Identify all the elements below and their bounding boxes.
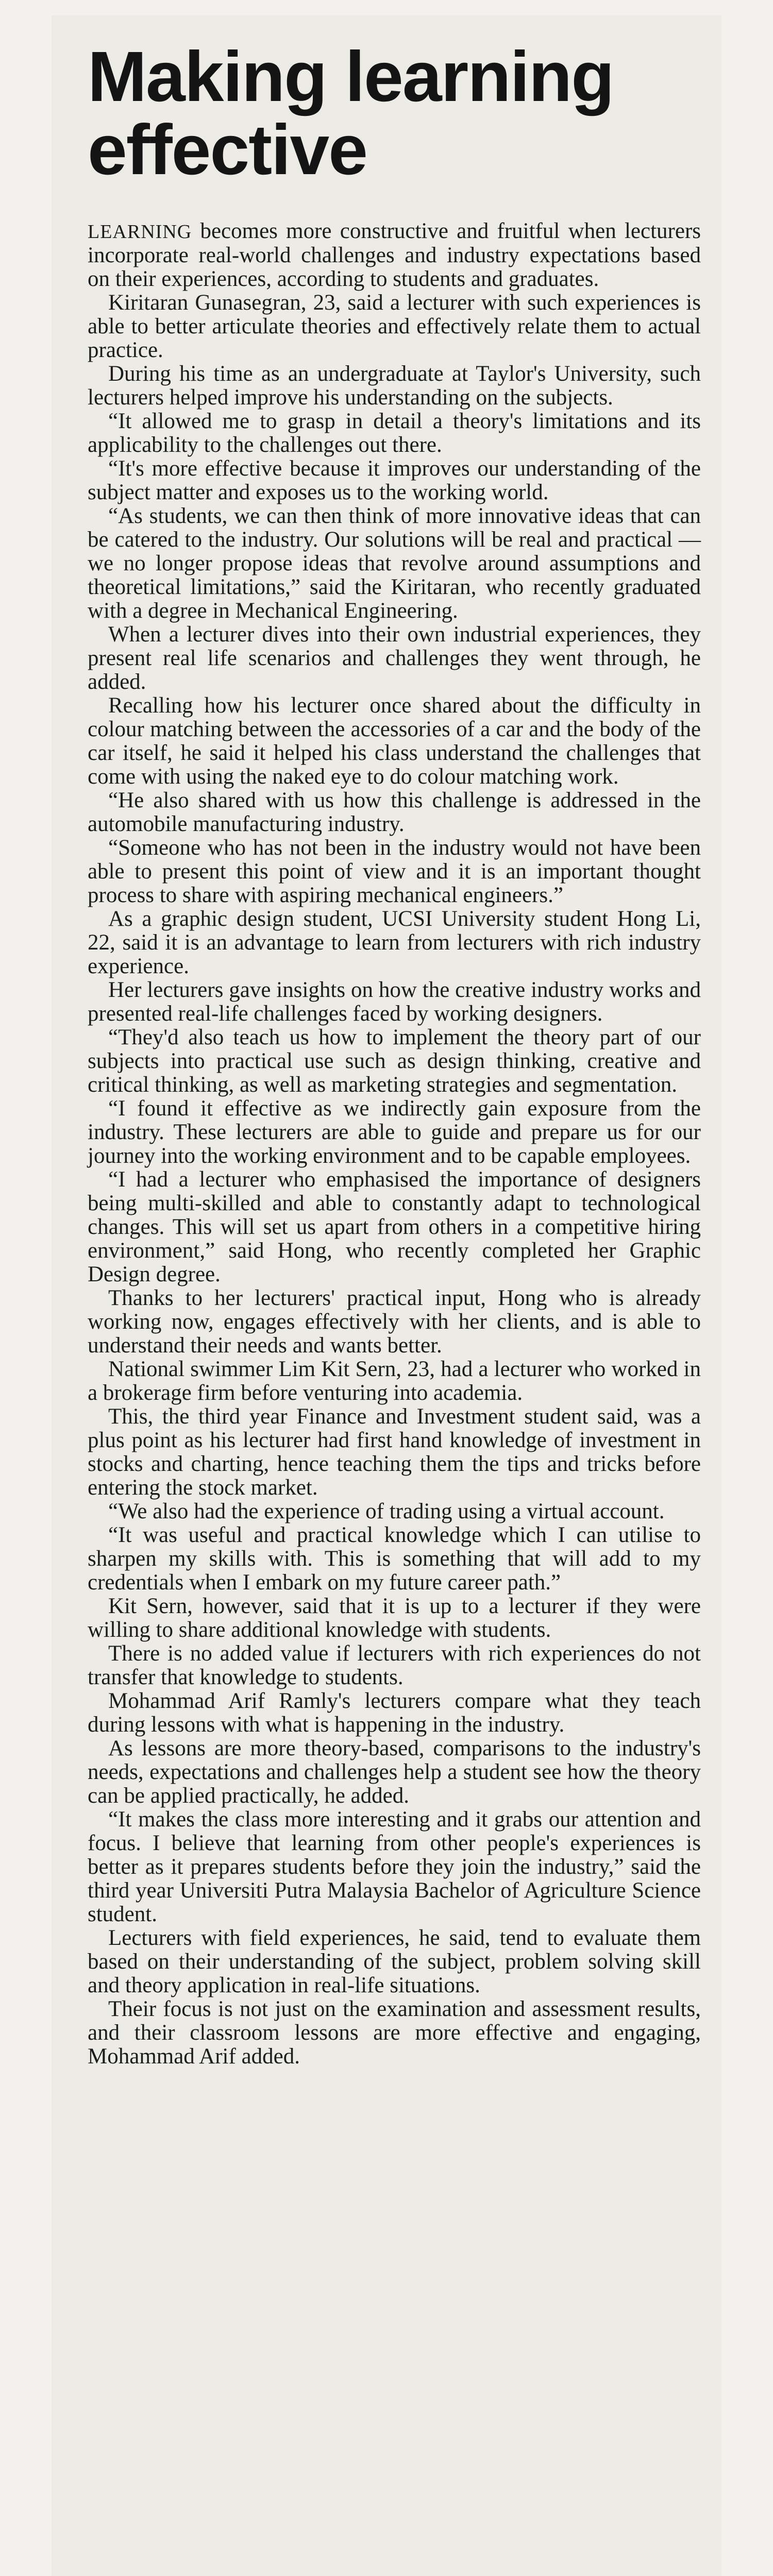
paragraph: Kiritaran Gunasegran, 23, said a lecturer with such experiences is able to better articulate theories and effectively relate them to actual practice. <box>88 291 701 362</box>
paragraph: Mohammad Arif Ramly's lecturers compare what they teach during lessons with what is happening in the industry. <box>88 1689 701 1737</box>
paragraph: “I had a lecturer who emphasised the importance of designers being multi-skilled and able to constantly adapt to technological changes. This will set us apart from others in a competitive hiring environment,” said Hong, who recently completed her Graphic Design degree. <box>88 1167 701 1286</box>
paragraph: “Someone who has not been in the industry would not have been able to present this point of view and it is an important thought process to share with aspiring mechanical engineers.” <box>88 836 701 907</box>
paragraph: As a graphic design student, UCSI University student Hong Li, 22, said it is an advantage to learn from lecturers with rich industry experience. <box>88 907 701 978</box>
paragraph: National swimmer Lim Kit Sern, 23, had a lecturer who worked in a brokerage firm before venturing into academia. <box>88 1357 701 1405</box>
paragraph: “It allowed me to grasp in detail a theory's limitations and its applicability to the challenges out there. <box>88 409 701 457</box>
lead-word: LEARNING <box>88 221 192 243</box>
paragraph: This, the third year Finance and Investment student said, was a plus point as his lecturer had first hand knowledge of investment in stocks and charting, hence teaching them the tips and tricks before entering the stock market. <box>88 1404 701 1500</box>
paragraph: When a lecturer dives into their own industrial experiences, they present real life scenarios and challenges they went through, he added. <box>88 622 701 694</box>
paragraph: Recalling how his lecturer once shared about the difficulty in colour matching between the accessories of a car and the body of the car itself, he said it helped his class understand the challenges that come with using the naked eye to do colour matching work. <box>88 693 701 789</box>
paragraph: Their focus is not just on the examination and assessment results, and their classroom lessons are more effective and engaging, Mohammad Arif added. <box>88 1997 701 2069</box>
paragraph: “It was useful and practical knowledge which I can utilise to sharpen my skills with. This is something that will add to my credentials when I embark on my future career path.” <box>88 1523 701 1595</box>
paragraph-lead <box>88 219 701 291</box>
paragraph: Lecturers with field experiences, he said, tend to evaluate them based on their understanding of the subject, problem solving skill and theory application in real-life situations. <box>88 1926 701 1997</box>
paragraph: As lessons are more theory-based, comparisons to the industry's needs, expectations and challenges help a student see how the theory can be applied practically, he added. <box>88 1736 701 1808</box>
paragraph: “As students, we can then think of more innovative ideas that can be catered to the industry. Our solutions will be real and practical — we no longer propose ideas that revolve around assumptions and theoretical limitations,” said the Kiritaran, who recently graduated with a degree in Mechanical Engineering. <box>88 504 701 623</box>
paragraph: “It's more effective because it improves our understanding of the subject matter and exposes us to the working world. <box>88 456 701 504</box>
article-headline: Making learning effective <box>88 37 614 190</box>
paragraph: Kit Sern, however, said that it is up to a lecturer if they were willing to share additional knowledge with students. <box>88 1594 701 1642</box>
paragraph: During his time as an undergraduate at Taylor's University, such lecturers helped improve his understanding on the subjects. <box>88 362 701 410</box>
paragraph: Thanks to her lecturers' practical input, Hong who is already working now, engages effectively with her clients, and is able to understand their needs and wants better. <box>88 1286 701 1358</box>
paragraph: “I found it effective as we indirectly gain exposure from the industry. These lecturers are able to guide and prepare us for our journey into the working environment and to be capable employees. <box>88 1096 701 1168</box>
paragraph: “We also had the experience of trading using a virtual account. <box>108 1499 665 1523</box>
newspaper-clipping <box>52 15 721 2576</box>
paragraph: “They'd also teach us how to implement the theory part of our subjects into practical use such as design thinking, creative and critical thinking, as well as marketing strategies and segmentation. <box>88 1025 701 1097</box>
paragraph: “He also shared with us how this challenge is addressed in the automobile manufacturing industry. <box>88 788 701 836</box>
lead-text: becomes more constructive and fruitful when lecturers incorporate real-world challenges and industry expectations based on their experiences, according to students and graduates. <box>88 219 701 291</box>
paragraph: “It makes the class more interesting and it grabs our attention and focus. I believe that learning from other people's experiences is better as it prepares students before they join the industry,” said the third year Universiti Putra Malaysia Bachelor of Agriculture Science student. <box>88 1807 701 1926</box>
paragraph: Her lecturers gave insights on how the creative industry works and presented real-life challenges faced by working designers. <box>88 978 701 1026</box>
paragraph: There is no added value if lecturers with rich experiences do not transfer that knowledge to students. <box>88 1641 701 1689</box>
article-body <box>88 219 701 2069</box>
